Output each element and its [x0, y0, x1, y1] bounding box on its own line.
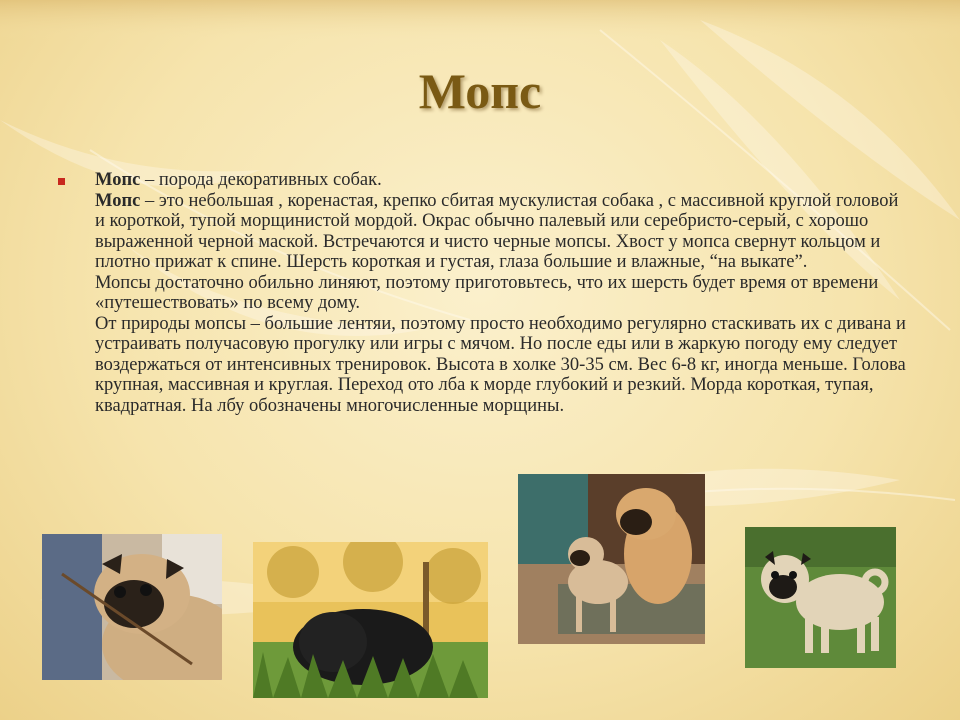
- photo-pug-standing: [745, 527, 896, 668]
- description-text: – это небольшая , коренастая, крепко сбитая мускулистая собака , с массивной круглой головой и короткой, тупой морщинистой мордой. Окрас обычно палевый или серебристо-серый, с хорошо выраженной черной маской. Встречаются и чисто черные мопсы. Хвост у мопса свернут кольцом и плотно прижат к спине. Шерсть короткая и густая, глаза большие и влажные, “на выкате”.: [95, 190, 899, 272]
- intro-line: [95, 170, 907, 191]
- shedding-paragraph: Мопсы достаточно обильно линяют, поэтому приготовьтесь, что их шерсть будет время от времени «путешествовать» по всему дому.: [95, 272, 879, 313]
- photo-pug-with-twig: [42, 534, 222, 680]
- intro-term: Мопс: [95, 170, 141, 190]
- intro-text: – порода декоративных собак.: [140, 170, 382, 190]
- description-term: Мопс: [95, 190, 141, 211]
- photo-black-pug-in-grass: [253, 542, 488, 698]
- slide-title: Мопс: [418, 63, 542, 119]
- description-paragraph: [95, 191, 907, 273]
- bullet-marker: [58, 178, 65, 185]
- slide-body: [95, 170, 907, 416]
- photo-pug-and-puppy: [518, 474, 705, 644]
- temperament-paragraph: От природы мопсы – большие лентяи, поэтому просто необходимо регулярно стаскивать их с дивана и устраивать получасовую прогулку или игры с мячом. Но после еды или в жаркую погоду ему следует воздержаться от интенсивных тренировок. Высота в холке 30-35 см. Вес 6-8 кг, иногда меньше. Голова крупная, массивная и круглая. Переход ото лба к морде глубокий и резкий. Морда короткая, тупая, квадратная. На лбу обозначены многочисленные морщины.: [95, 313, 906, 416]
